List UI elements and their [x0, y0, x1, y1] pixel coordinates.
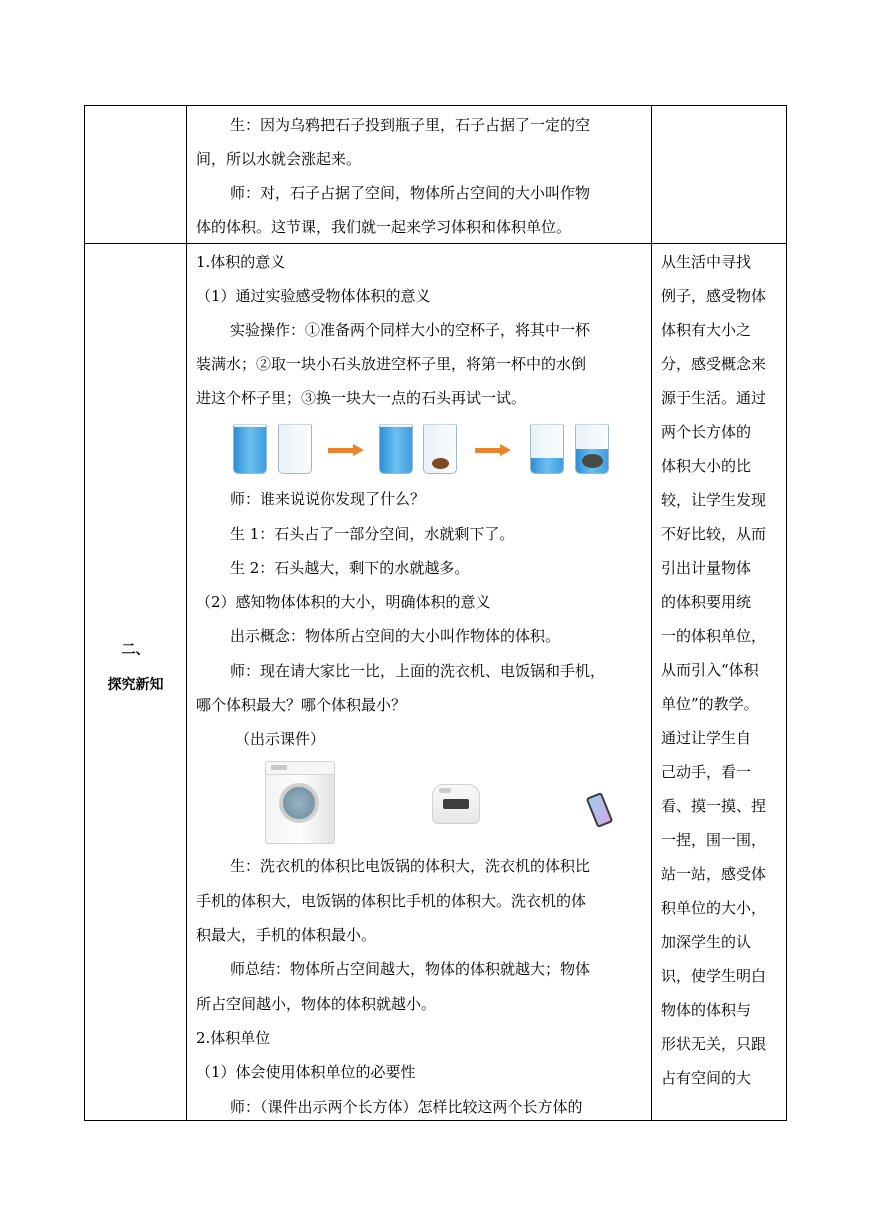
- mobile-phone-icon: [586, 792, 614, 828]
- text-line: 师：对，石子占据了空间，物体所占空间的大小叫作物: [230, 184, 591, 202]
- text-line: 装满水；②取一块小石头放进空杯子里，将第一杯中的水倒: [196, 355, 587, 373]
- note-line: 的体积要用统: [661, 593, 752, 611]
- note-line: 较，让学生发现: [661, 491, 767, 509]
- note-line: 从而引入“体积: [661, 661, 759, 679]
- text-line: 实验操作：①准备两个同样大小的空杯子，将其中一杯: [230, 321, 591, 339]
- text-line: 生 1：石头占了一部分空间，水就剩下了。: [230, 525, 515, 543]
- note-line: 源于生活。通过: [661, 389, 767, 407]
- stage-number: 二、: [121, 642, 150, 658]
- subsection-heading: （1）体会使用体积单位的必要性: [196, 1063, 416, 1081]
- note-line: 形状无关，只跟: [661, 1035, 767, 1053]
- column-divider: [651, 106, 652, 1120]
- text-line: 出示概念：物体所占空间的大小叫作物体的体积。: [230, 627, 561, 645]
- text-line: 师总结：物体所占空间越大，物体的体积就越大；物体: [230, 960, 591, 978]
- note-line: 例子，感受物体: [661, 287, 767, 305]
- note-line: 体积有大小之: [661, 321, 752, 339]
- full-water-glass: [379, 424, 413, 474]
- rice-cooker-icon: [432, 784, 480, 824]
- text-line: 师：谁来说说你发现了什么？: [230, 490, 426, 508]
- lesson-table: [84, 105, 787, 1121]
- note-line: 通过让学生自: [661, 729, 752, 747]
- text-line: 师：现在请大家比一比，上面的洗衣机、电饭锅和手机，: [230, 662, 606, 680]
- note-line: 一捏，围一围，: [661, 831, 767, 849]
- arrow-icon: [328, 445, 364, 455]
- row-divider: [85, 243, 786, 244]
- large-stone-glass: [575, 424, 609, 474]
- text-line: 所占空间越小，物体的体积就越小。: [196, 995, 437, 1013]
- stone-icon: [432, 458, 449, 469]
- note-line: 引出计量物体: [661, 559, 752, 577]
- text-line: 手机的体积大，电饭锅的体积比手机的体积大。洗衣机的体: [196, 892, 587, 910]
- note-line: 己动手，看一: [661, 763, 752, 781]
- section-heading: 2.体积单位: [196, 1029, 271, 1047]
- note-line: 加深学生的认: [661, 933, 752, 951]
- section-heading: 1.体积的意义: [196, 253, 286, 271]
- remaining-water-glass: [530, 424, 564, 474]
- full-water-glass: [233, 424, 267, 474]
- washing-machine-icon: [265, 761, 335, 844]
- note-line: 分，感受概念来: [661, 355, 767, 373]
- subsection-heading: （1）通过实验感受物体体积的意义: [196, 287, 431, 305]
- text-line: 间，所以水就会涨起来。: [196, 150, 362, 168]
- column-divider: [186, 106, 187, 1120]
- note-line: 一的体积单位，: [661, 627, 767, 645]
- arrow-icon: [475, 445, 511, 455]
- note-line: 不好比较，从而: [661, 525, 767, 543]
- note-line: 物体的体积与: [661, 1001, 752, 1019]
- note-line: 体积大小的比: [661, 457, 752, 475]
- note-line: 两个长方体的: [661, 423, 752, 441]
- text-line: 哪个体积最大？哪个体积最小？: [196, 696, 407, 714]
- stage-title: 探究新知: [107, 677, 164, 693]
- text-line: 进这个杯子里；③换一块大一点的石头再试一试。: [196, 389, 527, 407]
- text-line: 体的体积。这节课，我们就一起来学习体积和体积单位。: [196, 218, 572, 236]
- note-line: 占有空间的大: [661, 1069, 752, 1087]
- subsection-heading: （2）感知物体体积的大小，明确体积的意义: [196, 593, 491, 611]
- text-line: 师：（课件出示两个长方体）怎样比较这两个长方体的: [230, 1098, 583, 1116]
- note-line: 识，使学生明白: [661, 967, 767, 985]
- text-line: 生：因为乌鸦把石子投到瓶子里，石子占据了一定的空: [230, 116, 591, 134]
- text-line: 生 2：石头越大，剩下的水就越多。: [230, 559, 470, 577]
- stone-icon: [582, 454, 603, 468]
- note-line: 看、摸一摸、捏: [661, 797, 767, 815]
- note-line: 积单位的大小，: [661, 899, 767, 917]
- text-line: 生：洗衣机的体积比电饭锅的体积大，洗衣机的体积比: [230, 857, 591, 875]
- empty-glass: [278, 424, 312, 474]
- note-line: 站一站，感受体: [661, 865, 767, 883]
- small-stone-glass: [423, 424, 457, 474]
- text-line: 积最大，手机的体积最小。: [196, 926, 377, 944]
- text-line: （出示课件）: [235, 730, 326, 748]
- note-line: 从生活中寻找: [661, 253, 752, 271]
- note-line: 单位”的教学。: [661, 695, 759, 713]
